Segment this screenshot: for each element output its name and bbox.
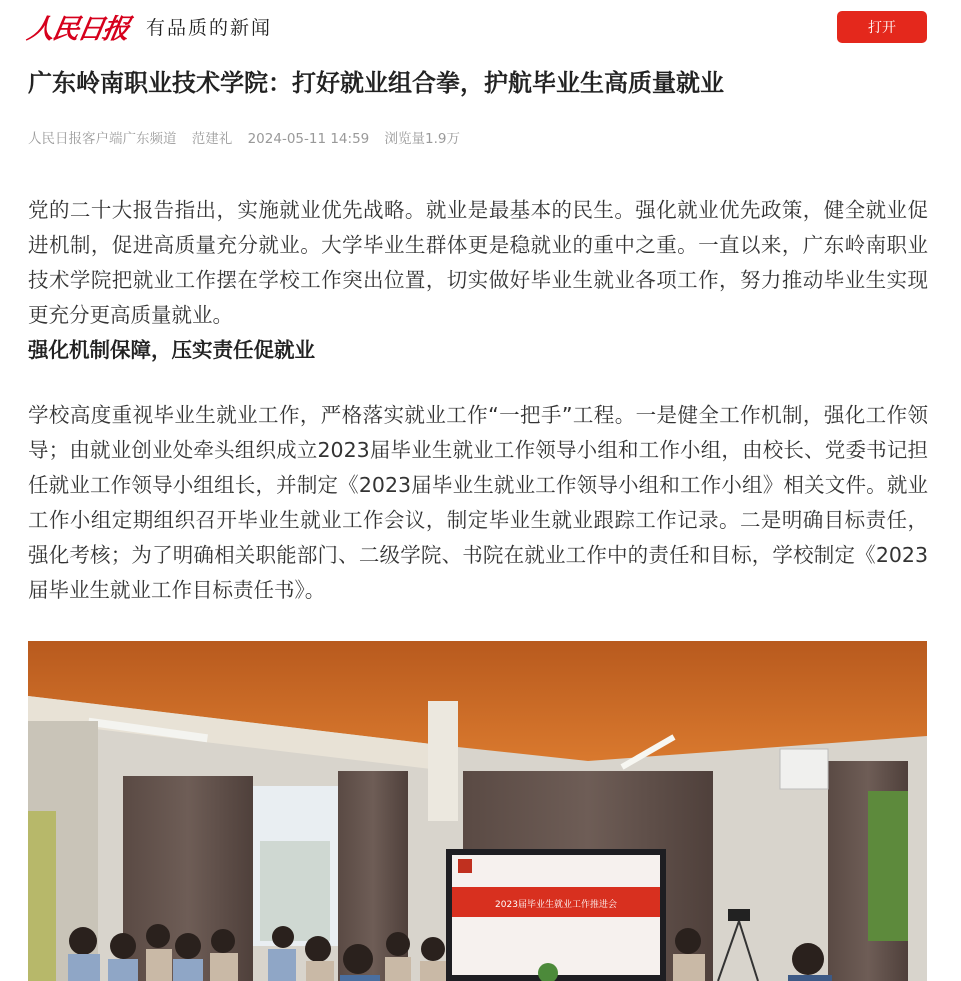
article-datetime: 2024-05-11 14:59 [247, 131, 370, 147]
site-logo[interactable] [24, 6, 273, 46]
article-paragraph: 党的二十大报告指出，实施就业优先战略。就业是最基本的民生。强化就业优先政策，健全就业促进机制，促进高质量充分就业。大学毕业生群体更是稳就业的重中之重。一直以来，广东岭南职业技术学院把就业工作摆在学校工作突出位置，切实做好毕业生就业各项工作，努力推动毕业生实现更充分更高质量就业。 [28, 198, 928, 327]
article-title: 广东岭南职业技术学院：打好就业组合拳，护航毕业生高质量就业 [28, 69, 724, 97]
screen-title: 2023届毕业生就业工作推进会 [495, 900, 617, 910]
meeting-photo-illustration [28, 641, 927, 981]
article-subheading: 强化机制保障，压实责任促就业 [28, 338, 315, 362]
article-author: 范建礼 [191, 131, 233, 147]
article-meta [28, 127, 471, 147]
open-app-button[interactable]: 打开 [837, 11, 927, 43]
article-source: 人民日报客户端广东频道 [28, 131, 177, 147]
article-views: 浏览量1.9万 [384, 131, 461, 147]
article-paragraph: 学校高度重视毕业生就业工作，严格落实就业工作“一把手”工程。一是健全工作机制，强化工作领导；由就业创业处牵头组织成立2023届毕业生就业工作领导小组和工作小组，由校长、党委书记担任就业工作领导小组组长，并制定《2023届毕业生就业工作领导小组和工作小组》相关文件。就业工作小组定期组织召开毕业生就业工作会议，制定毕业生就业跟踪工作记录。二是明确目标责任，强化考核；为了明确相关职能部门、二级学院、书院在就业工作中的责任和目标，学校制定《2023届毕业生就业工作目标责任书》。 [28, 403, 928, 602]
article-photo[interactable] [28, 641, 927, 981]
logo-mark: 人民日报 [24, 13, 131, 45]
logo-slogan: 有品质的新闻 [146, 16, 273, 39]
top-bar [0, 0, 961, 54]
